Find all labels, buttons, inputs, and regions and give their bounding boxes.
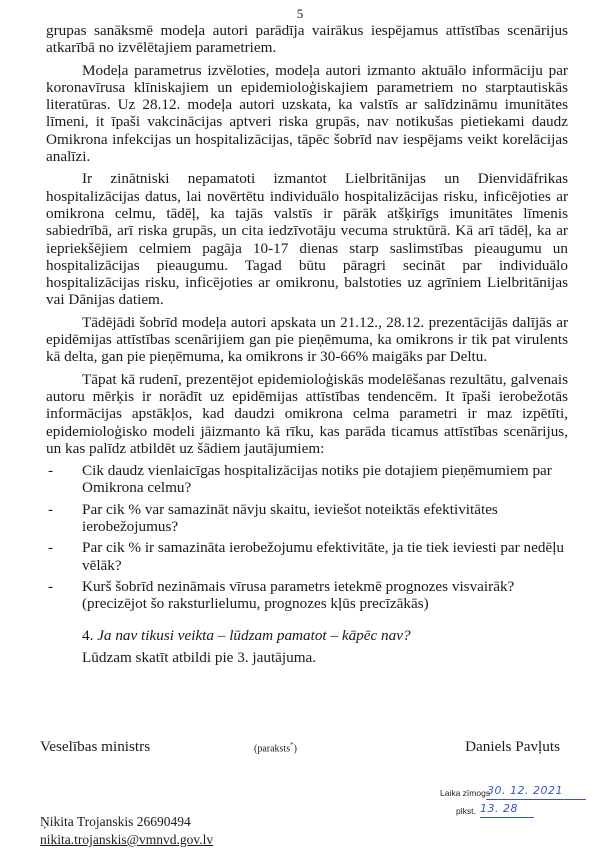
contact-footer (40, 813, 340, 849)
document-body (46, 22, 568, 671)
list-item (46, 578, 568, 613)
stamp-date-label: Laika zīmogs (440, 788, 491, 798)
signatory-name: Daniels Pavļuts (465, 738, 560, 755)
question-text: Par cik % var samazināt nāvju skaitu, ieviešot noteiktās efektivitātes ierobežojumus? (82, 500, 498, 536)
signature-note: (paraksts*) (254, 741, 297, 755)
signature-block (40, 738, 560, 758)
stamp-date-row (440, 784, 590, 802)
stamp-time-row (440, 802, 590, 820)
paragraph-model-parameters: Modeļa parametrus izvēloties, modeļa autori izmanto aktuālo informāciju par koronavīrusa klīniskajiem un epidemioloģiskajiem parametriem no starptautiskās literatūras. Uz 28.12. modeļa autori uzskata, ka valstīs ar salīdzināmu imunitātes līmeni, it īpaši vakcinācijas aptveri riska grupās, nav notikušas pietiekami daudz Omikrona infekcijas un hospitalizācijas, tāpēc šobrīd nav iespējams veikt korelācijas analīzi. (46, 61, 568, 166)
page-number: 5 (296, 6, 304, 21)
stamp-date-value: 30. 12. 2021 (487, 784, 563, 797)
list-dash: - (48, 539, 54, 557)
question-4-number: 4. (82, 626, 94, 644)
question-4-text: Ja nav tikusi veikta – lūdzam pamatot – kāpēc nav? (97, 626, 411, 644)
question-note: (precizējot šo raksturlielumu, prognozes kļūs precīzākās) (82, 595, 429, 613)
contact-name-phone: Ņikita Trojanskis 26690494 (40, 814, 191, 829)
stamp-time-label: plkst. (456, 806, 476, 816)
paragraph-scenarios: Tādējādi šobrīd modeļa autori apskata un 21.12., 28.12. prezentācijās dalījās ar epidēmijas attīstības scenārijiem gan pie pieņēmuma, ka omikrons ir tik pat virulents kā delta, gan pie pieņēmuma, ka omikrons ir 30-66% maigāks par Deltu. (46, 313, 568, 366)
list-item (46, 501, 568, 536)
question-text: Cik daudz vienlaicīgas hospitalizācijas notiks pie dotajiem pieņēmumiem par Omikrona celmu? (82, 462, 552, 497)
signatory-title: Veselības ministrs (40, 738, 151, 755)
paragraph-model-purpose: Tāpat kā rudenī, prezentējot epidemioloģiskās modelēšanas rezultātu, galvenais autoru mērķis ir norādīt uz epidēmijas attīstības tendencēm. It īpaši ierobežotās informācijas apstākļos, kad daudzi omikrona celma parametri ir maz izpētīti, epidemioloģisko modeli jāizmanto kā rīku, kas parāda ticamus attīstības scenārijus, un kas palīdz atbildēt uz šādiem jautājumiem: (46, 370, 568, 457)
paragraph-uk-sa-data: Ir zinātniski nepamatoti izmantot Lielbritānijas un Dienvidāfrikas hospitalizācijas datus, lai novērtētu individuālo hospitalizācijas risku, inficējoties ar omikrona celmu, tādēļ, ka tajās valstīs ir pārāk atšķirīgs imunitātes līmenis sabiedrībā, arī riska grupās, un cita iedzīvotāju vecuma struktūrā. Kā arī tādēļ, ka ar iepriekšējiem celmiem pagāja 10-17 dienas starp saslimstības pieaugumu un hospitalizācijas pieaugumu. Tagad būtu pāragri secināt par individuālo hospitalizācijas risku, inficējoties ar omikronu, balstoties uz agrīniem Lielbritānijas vai Dānijas datiem. (46, 170, 568, 309)
paragraph-continuation: grupas sanāksmē modeļa autori parādīja vairākus iespējamus attīstības scenārijus atkarībā no izvēlētajiem parametriem. (46, 22, 568, 57)
question-text: Par cik % ir samazināta ierobežojumu efektivitāte, ja tie tiek ieviesti par nedēļu vēlāk? (82, 539, 565, 574)
stamp-time-value: 13. 28 (480, 802, 518, 815)
list-dash: - (48, 462, 54, 480)
list-item (46, 462, 568, 497)
list-dash: - (48, 577, 54, 595)
question-text: Kurš šobrīd nezināmais vīrusa parametrs ietekmē prognozes visvairāk? (82, 577, 515, 595)
contact-email-link[interactable]: nikita.trojanskis@vmnvd.gov.lv (40, 832, 214, 847)
list-item (46, 539, 568, 574)
time-stamp (440, 784, 590, 824)
question-4 (46, 627, 568, 644)
question-4-answer: Lūdzam skatīt atbildi pie 3. jautājuma. (82, 648, 317, 666)
list-dash: - (48, 500, 54, 518)
question-list (46, 462, 568, 612)
